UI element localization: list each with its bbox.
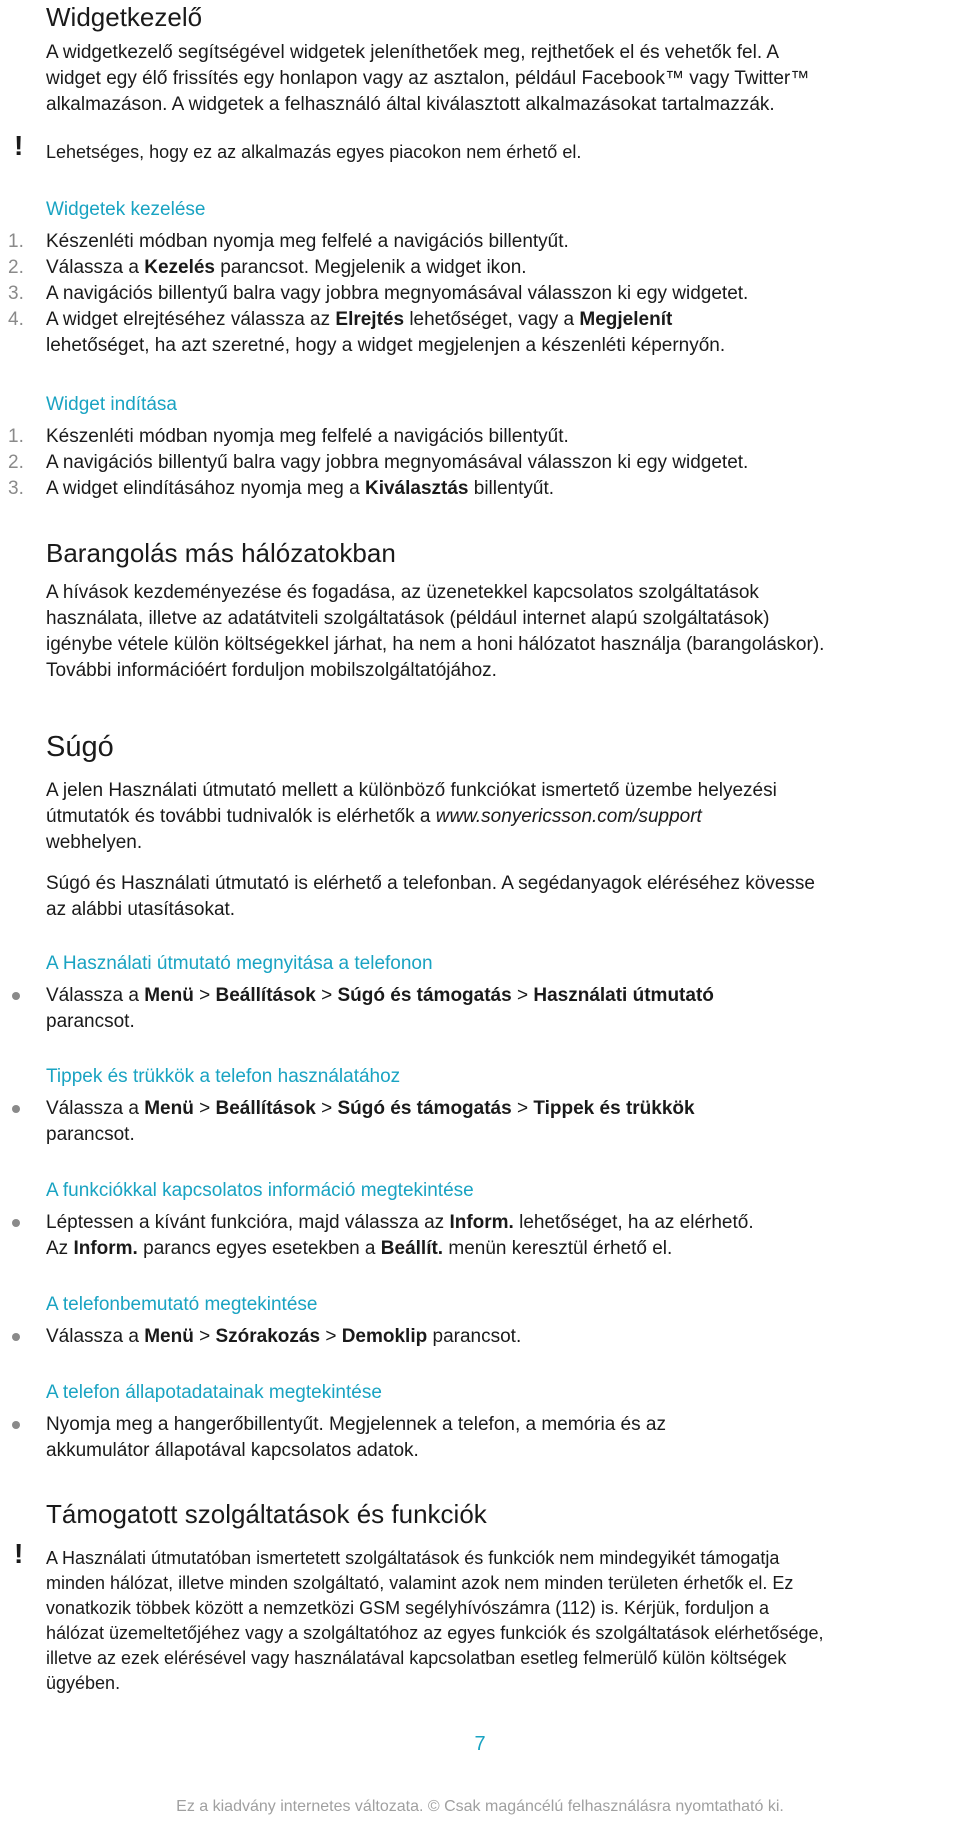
- section-title-widgetkezelo: Widgetkezelő: [46, 2, 203, 32]
- step-number: 1.: [8, 426, 24, 447]
- bullet-text: Léptessen a kívánt funkcióra, majd válassza az Inform. lehetőséget, ha az elérhető. Az Inform. parancs egyes esetekben a Beállít. menün keresztül érhető el.: [46, 1212, 754, 1259]
- text-line: hálózat üzemeltetőjéhez vagy a szolgáltatóhoz az egyes funkciók és szolgáltatások elérhetősége,: [46, 1623, 824, 1643]
- text-line: A jelen Használati útmutató mellett a különböző funkciókat ismertető üzembe helyezési: [46, 780, 777, 801]
- step-number: 3.: [8, 283, 24, 304]
- text-line: útmutatók és további tudnivalók is elérhetők a www.sonyericsson.com/support: [46, 806, 702, 827]
- text-line: használata, illetve az adatátviteli szolgáltatások (például internet alapú szolgáltatások): [46, 608, 770, 629]
- intro-paragraph: [46, 40, 946, 118]
- page-number: 7: [474, 1733, 486, 1755]
- subheading-widget-inditasa: Widget indítása: [46, 394, 177, 415]
- step-number: 3.: [8, 478, 24, 499]
- step-text: A widget elindításához nyomja meg a Kiválasztás billentyűt.: [46, 478, 555, 499]
- support-note: [46, 1546, 946, 1696]
- step-text: Készenléti módban nyomja meg felfelé a navigációs billentyűt.: [46, 231, 569, 252]
- bullet-text: Válassza a Menü > Beállítások > Súgó és támogatás > Használati útmutató parancsot.: [46, 985, 714, 1032]
- exclamation-icon: !: [14, 1538, 24, 1569]
- section-title-supported-services: Támogatott szolgáltatások és funkciók: [46, 1499, 487, 1529]
- subheading-manual: A Használati útmutató megnyitása a telefonon: [46, 953, 433, 974]
- text-line: További információért forduljon mobilszolgáltatójához.: [46, 660, 497, 681]
- bullet-dot: [12, 1333, 20, 1341]
- text-line: ügyében.: [46, 1673, 121, 1693]
- text-line: az alábbi utasításokat.: [46, 899, 236, 920]
- text-line: A hívások kezdeményezése és fogadása, az üzenetekkel kapcsolatos szolgáltatások: [46, 582, 759, 603]
- footer-text: Ez a kiadvány internetes változata. © Csak magáncélú felhasználásra nyomtatható ki.: [176, 1798, 784, 1815]
- bullet-dot: [12, 1219, 20, 1227]
- support-link[interactable]: www.sonyericsson.com/support: [435, 806, 702, 827]
- text-line: Nyomja meg a hangerőbillentyűt. Megjelennek a telefon, a memória és az: [46, 1414, 666, 1435]
- subheading-widgetek-kezelese: Widgetek kezelése: [46, 199, 206, 220]
- bullet-text: Válassza a Menü > Beállítások > Súgó és támogatás > Tippek és trükkök parancsot.: [46, 1098, 695, 1145]
- subheading-function-info: A funkciókkal kapcsolatos információ megtekintése: [46, 1180, 474, 1201]
- note-text: Lehetséges, hogy ez az alkalmazás egyes piacokon nem érhető el.: [46, 142, 582, 162]
- subheading-status: A telefon állapotadatainak megtekintése: [46, 1382, 382, 1403]
- text-line: alkalmazáson. A widgetek a felhasználó által kiválasztott alkalmazásokat tartalmazzák.: [46, 94, 775, 115]
- subheading-tips: Tippek és trükkök a telefon használatához: [46, 1066, 401, 1087]
- text-line: illetve az ezek elérésével vagy használatával kapcsolatban esetleg felmerülő külön költségek: [46, 1648, 787, 1668]
- step-text: Válassza a Kezelés parancsot. Megjelenik a widget ikon.: [46, 257, 527, 278]
- text-line: akkumulátor állapotával kapcsolatos adatok.: [46, 1440, 419, 1461]
- step-number: 2.: [8, 452, 24, 473]
- exclamation-icon: !: [14, 130, 24, 161]
- text-line: igénybe vétele külön költségekkel járhat, ha nem a honi hálózatot használja (barangoláskor).: [46, 634, 825, 655]
- step-text: Készenléti módban nyomja meg felfelé a navigációs billentyűt.: [46, 426, 569, 447]
- step-text: A navigációs billentyű balra vagy jobbra megnyomásával válasszon ki egy widgetet.: [46, 283, 749, 304]
- text-line: vonatkozik többek között a nemzetközi GSM segélyhívószámra (112) is. Kérjük, forduljon a: [46, 1598, 769, 1618]
- bullet-dot: [12, 992, 20, 1000]
- step-number: 4.: [8, 309, 24, 330]
- text-line: Súgó és Használati útmutató is elérhető a telefonban. A segédanyagok eléréséhez kövesse: [46, 873, 815, 894]
- step-text: A widget elrejtéséhez válassza az Elrejtés lehetőséget, vagy a Megjelenít lehetőséget, ha azt szeretné, hogy a widget megjelenjen a készenléti képernyőn.: [46, 309, 726, 356]
- text-line: webhelyen.: [46, 832, 143, 853]
- text-line: A Használati útmutatóban ismertetett szolgáltatások és funkciók nem mindegyikét támogatja: [46, 1548, 780, 1568]
- text-line: minden hálózat, illetve minden szolgáltató, valamint azok nem minden területen érhetők el. Ez: [46, 1573, 794, 1593]
- bullet-dot: [12, 1421, 20, 1429]
- step-number: 1.: [8, 231, 24, 252]
- subheading-demo: A telefonbemutató megtekintése: [46, 1294, 318, 1315]
- text-line: A widgetkezelő segítségével widgetek jeleníthetőek meg, rejthetőek el és vehetők fel. A: [46, 42, 780, 63]
- help-paragraph-2: [46, 871, 946, 923]
- bullet-dot: [12, 1105, 20, 1113]
- step-number: 2.: [8, 257, 24, 278]
- roaming-paragraph: [46, 580, 946, 684]
- section-title-sugo: Súgó: [46, 731, 114, 763]
- bullet-text: [46, 1412, 946, 1464]
- section-title-barangolas: Barangolás más hálózatokban: [46, 538, 396, 568]
- bullet-text: Válassza a Menü > Szórakozás > Demoklip parancsot.: [46, 1326, 522, 1347]
- help-paragraph-1: [46, 778, 946, 856]
- text-line: widget egy élő frissítés egy honlapon vagy az asztalon, például Facebook™ vagy Twitter™: [46, 68, 810, 89]
- step-text: A navigációs billentyű balra vagy jobbra megnyomásával válasszon ki egy widgetet.: [46, 452, 749, 473]
